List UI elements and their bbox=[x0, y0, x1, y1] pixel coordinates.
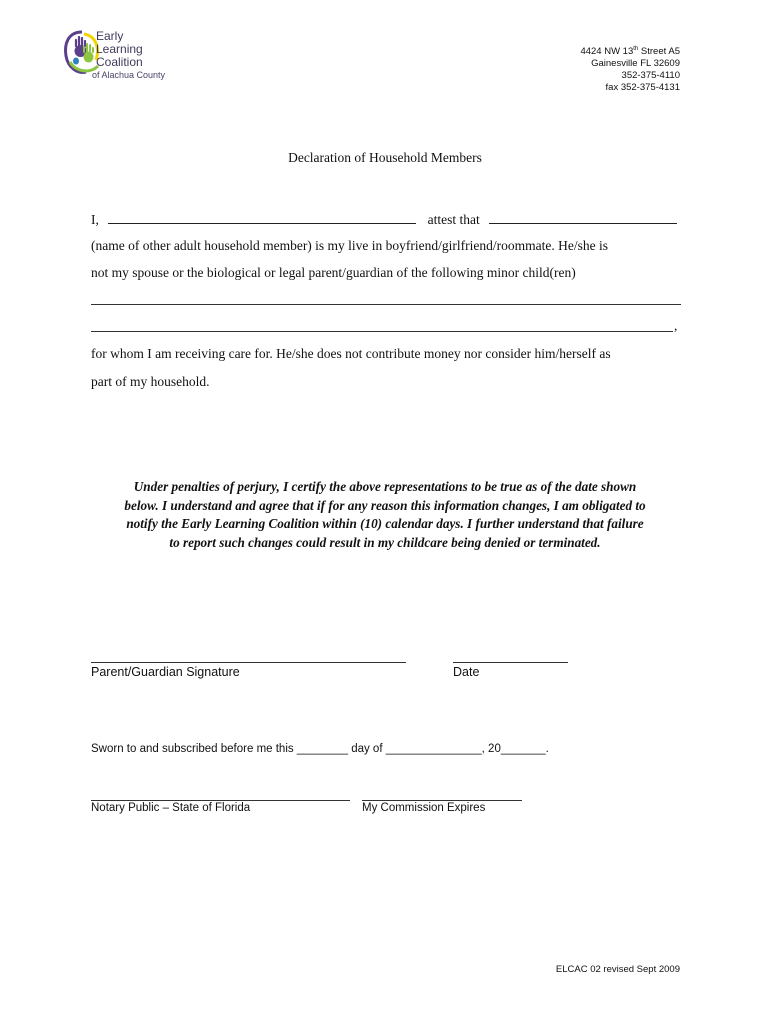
body-line-7: part of my household. bbox=[91, 374, 210, 389]
signature-date-field[interactable] bbox=[453, 662, 568, 663]
sworn-statement: Sworn to and subscribed before me this ________ day of _______________, 20_______. bbox=[91, 743, 549, 755]
address-phone: 352-375-4110 bbox=[621, 70, 680, 81]
body-line-3: not my spouse or the biological or legal parent/guardian of the following minor child(ren) bbox=[91, 265, 576, 280]
page-title: Declaration of Household Members bbox=[288, 150, 482, 165]
address-city: Gainesville FL 32609 bbox=[591, 58, 680, 69]
notary-signature-field[interactable] bbox=[91, 800, 350, 801]
commission-expires-field[interactable] bbox=[362, 800, 522, 801]
comma: , bbox=[674, 318, 678, 333]
attest-line bbox=[91, 211, 681, 228]
logo-wordmark bbox=[92, 29, 166, 82]
logo-line-1: Early bbox=[96, 29, 124, 43]
date-label: Date bbox=[453, 665, 480, 679]
perjury-certification: Under penalties of perjury, I certify the above representations to be true as of the date shown below. I understand and agree that if for any reason this information changes, I am obligated to notify the Early Learning Coalition within (10) calendar days. I further understand that failure to report such changes could result in my childcare being denied or terminated. bbox=[124, 479, 646, 550]
address-fax: fax 352-375-4131 bbox=[605, 82, 680, 93]
declarant-name-field[interactable] bbox=[108, 211, 416, 224]
children-names-field-2[interactable] bbox=[91, 331, 673, 332]
signature-label: Parent/Guardian Signature bbox=[91, 665, 240, 679]
logo-line-4: of Alachua County bbox=[92, 70, 166, 80]
elc-logo bbox=[62, 26, 172, 88]
address-block bbox=[580, 46, 680, 94]
logo-line-3: Coalition bbox=[96, 55, 143, 69]
body-line-2: (name of other adult household member) is my live in boyfriend/girlfriend/roommate. He/she is bbox=[91, 238, 608, 253]
attest-label: attest that bbox=[427, 212, 480, 227]
commission-label: My Commission Expires bbox=[362, 802, 486, 814]
form-revision-footer: ELCAC 02 revised Sept 2009 bbox=[555, 964, 680, 975]
i-label: I, bbox=[91, 212, 99, 227]
address-street: 4424 NW 13th Street A5 bbox=[580, 45, 680, 57]
notary-label: Notary Public – State of Florida bbox=[91, 802, 251, 814]
logo-line-2: Learning bbox=[96, 42, 143, 56]
children-names-field-1[interactable] bbox=[91, 304, 681, 305]
parent-signature-field[interactable] bbox=[91, 662, 406, 663]
body-line-6: for whom I am receiving care for. He/she does not contribute money nor consider him/herself as bbox=[91, 346, 611, 361]
other-adult-name-field[interactable] bbox=[489, 211, 677, 224]
